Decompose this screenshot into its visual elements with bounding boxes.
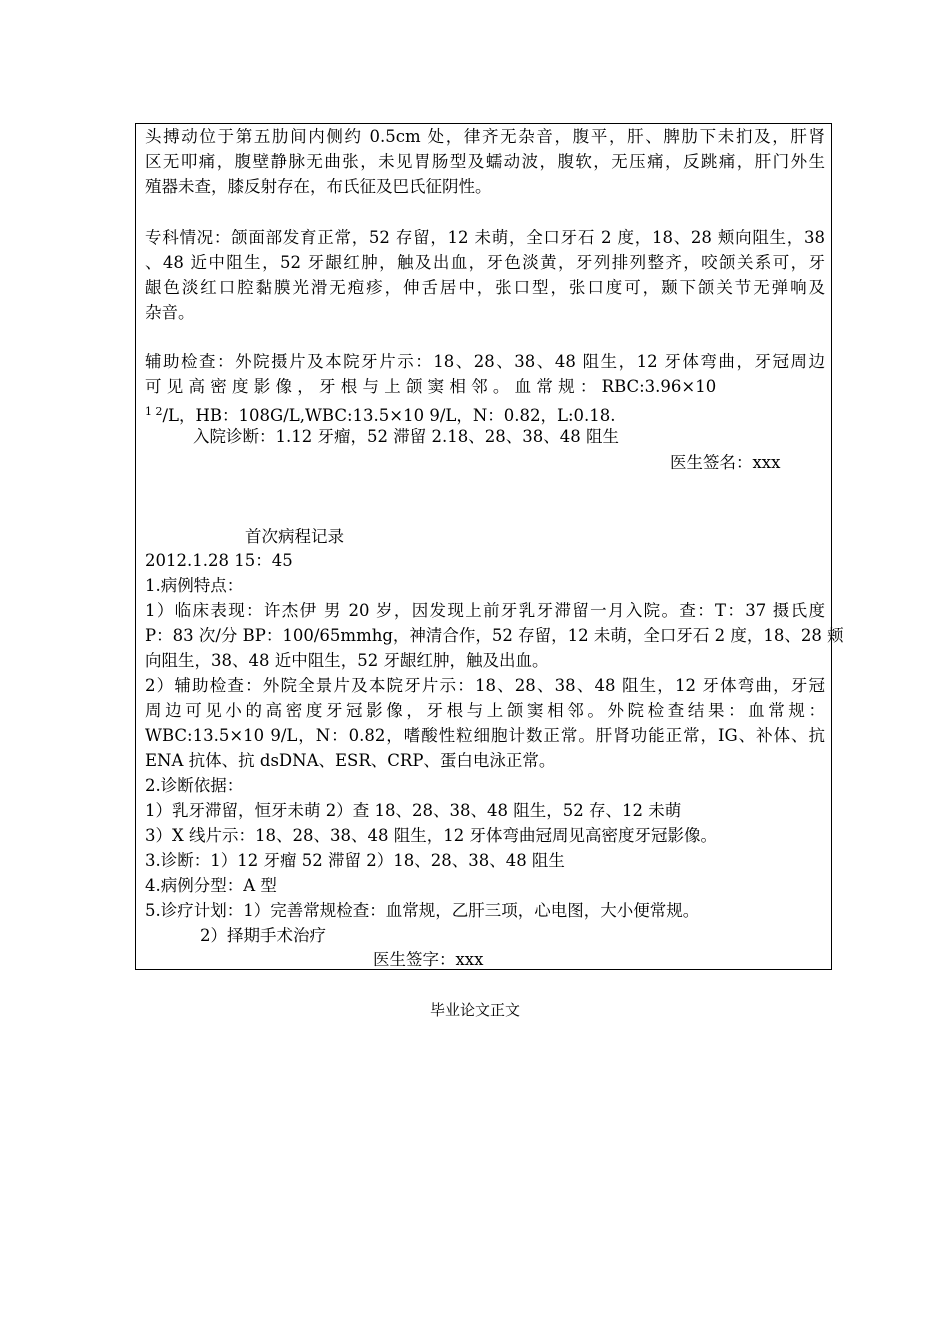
specialty-line-2: 、48 近中阻生，52 牙龈红肿，触及出血，牙色淡黄，牙列排列整齐，咬颌关系可，牙: [145, 253, 825, 272]
record-line-6: 周边可见小的高密度牙冠影像，牙根与上颌窦相邻。外院检查结果：血常规：: [145, 701, 825, 720]
auxiliary-exponent: 1 2: [145, 405, 163, 418]
record-line-5: 2）辅助检查：外院全景片及本院牙片示：18、28、38、48 阻生，12 牙体弯曲，牙冠: [145, 676, 825, 695]
auxiliary-line-3: [145, 400, 825, 428]
record-line-12: 3.诊断：1）12 牙瘤 52 滞留 2）18、28、38、48 阻生: [145, 851, 565, 870]
record-line-9: 2.诊断依据：: [145, 776, 244, 795]
specialty-line-1: 专科情况：颌面部发育正常，52 存留，12 未萌，全口牙石 2 度，18、28 颊向阻生，38: [145, 228, 825, 247]
auxiliary-line-2: 可 见 高 密 度 影 像 ， 牙 根 与 上 颌 窦 相 邻 。 血 常 规 ： RBC:3.96×10: [145, 377, 717, 396]
auxiliary-line-3-text: /L，HB：108G/L,WBC:13.5×10 9/L，N：0.82，L:0.18.: [162, 406, 616, 425]
record-line-14: 5.诊疗计划：1）完善常规检查：血常规，乙肝三项，心电图，大小便常规。: [145, 901, 700, 920]
plan-item-2: 2）择期手术治疗: [200, 926, 326, 945]
first-record-title: 首次病程记录: [245, 527, 344, 546]
specialty-line-3: 龈色淡红口腔黏膜光滑无疱疹，伸舌居中，张口型，张口度可，颞下颌关节无弹响及: [145, 278, 825, 297]
record-line-3: P：83 次/分 BP：100/65mmhg，神清合作，52 存留，12 未萌，全口牙石 2 度，18、28 颊: [145, 626, 844, 645]
admission-diagnosis: 入院诊断：1.12 牙瘤，52 滞留 2.18、28、38、48 阻生: [193, 427, 619, 446]
page-footer: 毕业论文正文: [429, 1001, 520, 1019]
record-line-2: 1）临床表现：许杰伊 男 20 岁，因发现上前牙乳牙滞留一月入院。查：T：37 摄氏度: [145, 601, 825, 620]
doctor-signature-1: 医生签名：xxx: [670, 453, 781, 472]
first-record-datetime: 2012.1.28 15：45: [145, 551, 293, 570]
specialty-line-4: 杂音。: [145, 303, 195, 322]
record-line-7: WBC:13.5×10 9/L，N：0.82，嗜酸性粒细胞计数正常。肝肾功能正常，IG、补体、抗: [145, 726, 825, 745]
record-line-11: 3）X 线片示：18、28、38、48 阻生，12 牙体弯曲冠周见高密度牙冠影像。: [145, 826, 717, 845]
record-line-4: 向阻生，38、48 近中阻生，52 牙龈红肿，触及出血。: [145, 651, 549, 670]
record-line-10: 1）乳牙滞留，恒牙未萌 2）查 18、28、38、48 阻生，52 存、12 未萌: [145, 801, 682, 820]
auxiliary-line-1: 辅助检查：外院摄片及本院牙片示：18、28、38、48 阻生，12 牙体弯曲，牙冠周边: [145, 352, 825, 371]
exam-line-3: 殖器未查，膝反射存在，布氏征及巴氏征阴性。: [145, 177, 492, 196]
doctor-signature-2: 医生签字：xxx: [373, 950, 484, 969]
record-line-13: 4.病例分型：A 型: [145, 876, 277, 895]
exam-line-2: 区无叩痛，腹壁静脉无曲张，未见胃肠型及蠕动波，腹软，无压痛，反跳痛，肝门外生: [145, 152, 825, 171]
record-line-1: 1.病例特点：: [145, 576, 244, 595]
record-line-8: ENA 抗体、抗 dsDNA、ESR、CRP、蛋白电泳正常。: [145, 751, 556, 770]
exam-line-1: 头搏动位于第五肋间内侧约 0.5cm 处，律齐无杂音，腹平，肝、脾肋下未扪及，肝肾: [145, 127, 825, 146]
